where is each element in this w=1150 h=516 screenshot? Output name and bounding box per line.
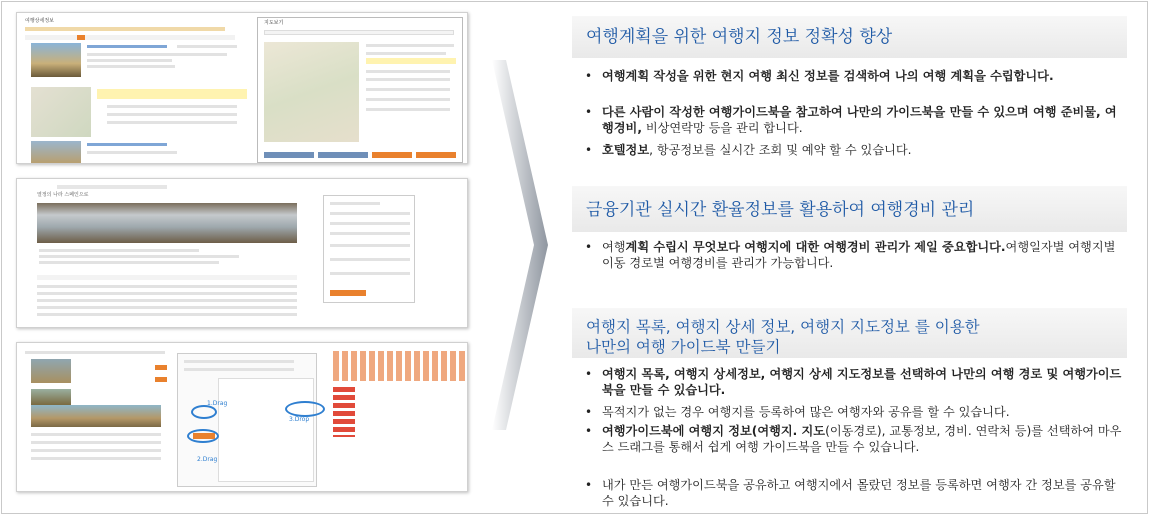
- shot1-map: [31, 87, 91, 137]
- section-3-bullet-3: • 여행가이드북에 여행지 정보(여행지. 지도(이동경로), 교통정보, 경비. 연락처 등)를 선택하여 마우스 드래그를 통해서 쉽게 여행 가이드북을 만들 수 있습니다.: [582, 423, 1122, 455]
- shot2-table-row: [37, 292, 297, 295]
- shot2-table-row: [37, 285, 297, 288]
- shot3-photo-2: [31, 389, 71, 405]
- screenshot-travel-budget: [16, 178, 468, 328]
- section-3-bullet-2: • 목적지가 없는 경우 여행지를 등록하여 많은 여행자와 공유를 할 수 있습니다.: [582, 404, 1122, 420]
- shot3-drop-label: 3.Drop: [289, 416, 310, 423]
- shot3-btn: [155, 377, 167, 382]
- shot1-popup-line: [366, 78, 450, 81]
- shot1-row-side: [177, 53, 227, 56]
- shot1-title: 여행상세정보: [25, 18, 54, 24]
- shot3-planner-line: [184, 368, 294, 371]
- shot3-line: [31, 457, 161, 460]
- shot3-btn: [155, 365, 167, 370]
- shot3-line: [31, 449, 161, 452]
- shot3-drag-circle-2: [187, 429, 219, 443]
- shot1-popup-line: [366, 70, 450, 73]
- chevron-right-icon: [492, 60, 554, 470]
- shot3-drag-label: 1.Drag: [207, 400, 228, 407]
- shot1-row-line: [107, 113, 237, 116]
- shot1-popup-title: 지도보기: [264, 20, 284, 26]
- shot1-popup-line: [366, 88, 450, 91]
- shot2-form-line: [330, 232, 410, 235]
- shot3-planner-line: [184, 360, 294, 363]
- shot2-table-row: [37, 306, 297, 309]
- shot1-row-line: [107, 121, 237, 124]
- shot2-banner-photo: [37, 203, 297, 243]
- shot2-form-line: [330, 272, 410, 275]
- shot2-form-panel: [323, 195, 415, 303]
- shot2-table-row: [37, 313, 297, 316]
- shot1-photo-1: [31, 43, 81, 77]
- shot3-guidebook-strip: [333, 351, 465, 381]
- section-3-bullet-1: • 여행지 목록, 여행지 상세정보, 여행지 상세 지도정보를 선택하여 나만의 여행 경로 및 여행가이드북을 만들 수 있습니다.: [582, 366, 1122, 398]
- shot3-photo-1: [31, 359, 71, 383]
- shot3-calendar: [218, 378, 314, 482]
- section-3-title: [572, 308, 1127, 358]
- section-3-bullet-4: • 내가 만든 여행가이드북을 공유하고 여행지에서 몰랐던 정보를 등록하면 여행자 간 정보를 공유할 수 있습니다.: [582, 477, 1122, 509]
- shot2-desc-line: [39, 249, 199, 252]
- shot2-table-header: [37, 275, 297, 280]
- shot2-nav: [57, 185, 167, 189]
- shot2-desc-line: [39, 261, 219, 264]
- shot3-photo-3: [31, 405, 161, 427]
- screenshot-travel-detail: [16, 12, 468, 164]
- shot1-photo-2: [31, 141, 81, 163]
- shot1-popup-btn: [318, 152, 368, 158]
- shot2-form-line: [330, 258, 410, 261]
- shot1-row-side: [177, 45, 237, 48]
- shot1-popup-btn: [416, 152, 456, 158]
- shot2-form-line: [330, 222, 410, 225]
- shot1-row-line: [87, 53, 177, 56]
- shot3-drop-circle: [285, 401, 325, 417]
- shot3-line: [31, 441, 161, 444]
- shot1-popup-line: [366, 108, 450, 111]
- shot1-tabs: [25, 35, 235, 40]
- shot1-notice: [97, 89, 247, 99]
- section-1-bullet-1: • 여행계획 작성을 위한 현지 여행 최신 정보를 검색하여 나의 여행 계획을 수립합니다.: [582, 68, 1122, 84]
- shot2-desc-line: [39, 255, 239, 258]
- shot2-table-row: [37, 299, 297, 302]
- shot1-popup-btn: [372, 152, 412, 158]
- shot1-row-title: [87, 45, 167, 48]
- section-2-title: 금융기관 실시간 환율정보를 활용하여 여행경비 관리: [572, 186, 1127, 232]
- shot1-map-popup: [257, 17, 463, 163]
- shot1-popup-search: [264, 30, 454, 35]
- shot1-row-line: [107, 105, 237, 108]
- shot3-guidebook-column: [333, 387, 355, 437]
- shot3-drag-circle: [191, 405, 217, 419]
- shot3-line: [31, 433, 161, 436]
- shot1-popup-map: [264, 42, 359, 142]
- shot1-popup-line: [366, 44, 454, 47]
- section-1-title: 여행계획을 위한 여행지 정보 정확성 향상: [572, 16, 1127, 58]
- shot1-popup-line: [366, 52, 446, 55]
- shot2-form-line: [330, 212, 410, 215]
- shot2-form-button: [330, 290, 366, 296]
- shot1-popup-btn: [264, 152, 314, 158]
- shot1-popup-line: [366, 98, 450, 101]
- shot1-row-line: [87, 59, 172, 62]
- screenshot-guidebook-builder: [16, 342, 468, 492]
- section-3-title-line-2: 나만의 여행 가이드북 만들기: [586, 338, 781, 356]
- section-1-bullet-3: • 호텔정보, 항공정보를 실시간 조회 및 예약 할 수 있습니다.: [582, 142, 1122, 158]
- shot2-form-line: [330, 202, 380, 205]
- shot3-header-line: [25, 351, 165, 354]
- shot1-popup-highlight: [366, 58, 456, 64]
- section-3-title-line-1: 여행지 목록, 여행지 상세 정보, 여행지 지도정보 를 이용한: [586, 318, 980, 336]
- shot3-drag-label-2: 2.Drag: [197, 456, 218, 463]
- shot1-row-title: [87, 143, 167, 146]
- section-1-bullet-2: • 다른 사람이 작성한 여행가이드북을 참고하여 나만의 가이드북을 만들 수 있으며 여행 준비물, 여행경비, 비상연락망 등을 관리 합니다.: [582, 104, 1122, 136]
- shot1-row-line: [87, 151, 177, 154]
- shot2-form-line: [330, 244, 410, 247]
- shot2-title: 열정의 나라 스페인으로: [37, 192, 89, 198]
- section-2-bullet-1: • 여행계획 수립시 무엇보다 여행지에 대한 여행경비 관리가 제일 중요합니다.여행일자별 여행지별 이동 경로별 여행경비를 관리가 가능합니다.: [582, 239, 1122, 271]
- shot1-row-line: [87, 65, 175, 68]
- shot1-tab-active: [77, 35, 85, 40]
- shot1-menu: [25, 27, 225, 31]
